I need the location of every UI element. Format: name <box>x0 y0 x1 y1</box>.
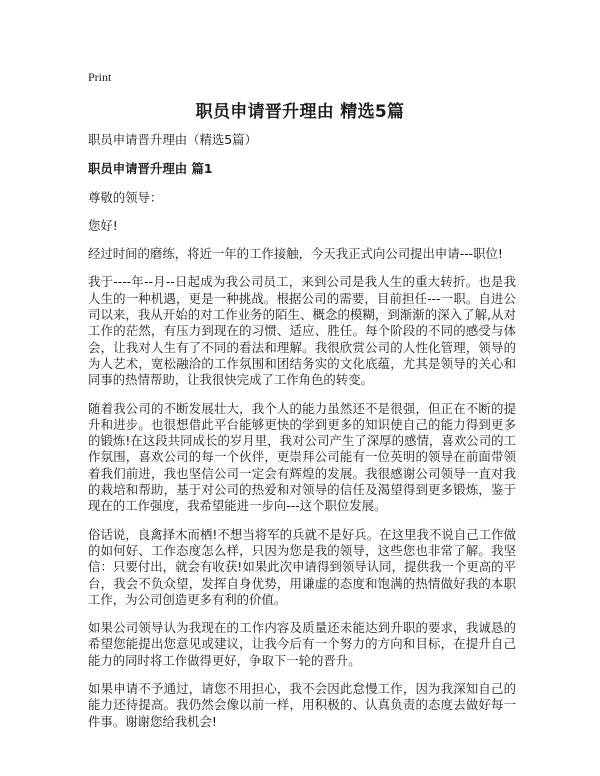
greeting: 您好! <box>88 217 118 233</box>
body-paragraph: 经过时间的磨练，将近一年的工作接触，今天我正式向公司提出申请---职位! <box>88 246 503 262</box>
body-paragraph: 如果公司领导认为我现在的工作内容及质量还未能达到升职的要求，我诚恳的希望您能提出您意见或建议，让我今后有一个努力的方向和目标，在提升自己能力的同时将工作做得更好，争取下一轮的晋升。 <box>88 620 516 668</box>
section-heading: 职员申请晋升理由 篇1 <box>88 161 213 177</box>
print-link[interactable]: Print <box>88 70 112 84</box>
body-paragraph: 如果申请不予通过，请您不用担心，我不会因此怠慢工作，因为我深知自己的能力还待提高。我仍然会像以前一样，用积极的、认真负责的态度去做好每一件事。谢谢您给我机会! <box>88 681 516 729</box>
body-paragraph: 我于----年--月--日起成为我公司员工，来到公司是我人生的重大转折。也是我人生的一种机遇，更是一种挑战。根据公司的需要，目前担任---一职。自进公司以来，我从开始的对工作业务的陌生、概念的模糊，到渐渐的深入了解,从对工作的茫然，有压力到现在的习惯、适应、胜任。每个阶段的不同的感受与体会，让我对人生有了不同的看法和理解。我很欣赏公司的人性化管理，领导的为人艺术，宽松融洽的工作氛围和团结务实的文化底蕴，尤其是领导的关心和同事的热情帮助，让我很快完成了工作角色的转变。 <box>88 274 516 388</box>
document-subtitle: 职员申请晋升理由（精选5篇） <box>88 132 257 147</box>
document-title: 职员申请晋升理由 精选5篇 <box>195 102 405 122</box>
document-body <box>88 132 516 742</box>
salutation: 尊敬的领导： <box>88 189 163 205</box>
body-paragraph: 俗话说，良禽择木而栖!不想当将军的兵就不是好兵。在这里我不说自己工作做的如何好、工作态度怎么样，只因为您是我的领导，这些您也非常了解。我坚信：只要付出，就会有收获!如果此次申请得到领导认同，提供我一个更高的平台，我会不负众望，发挥自身优势，用谦虚的态度和饱满的热情做好我的本职工作，为公司创造更多有利的价值。 <box>88 526 516 607</box>
body-paragraph: 随着我公司的不断发展壮大，我个人的能力虽然还不是很强，但正在不断的提升和进步。也很想借此平台能够更快的学到更多的知识使自己的能力得到更多的锻炼!在这段共同成长的岁月里，我对公司产生了深厚的感情，喜欢公司的工作氛围，喜欢公司的每一个伙伴，更崇拜公司能有一位英明的领导在前面带领着我们前进，我也坚信公司一定会有辉煌的发展。我很感谢公司领导一直对我的栽培和帮助，基于对公司的热爱和对领导的信任及渴望得到更多锻炼，鉴于现在的工作强度，我希望能进一步向---这个职位发展。 <box>88 400 516 514</box>
